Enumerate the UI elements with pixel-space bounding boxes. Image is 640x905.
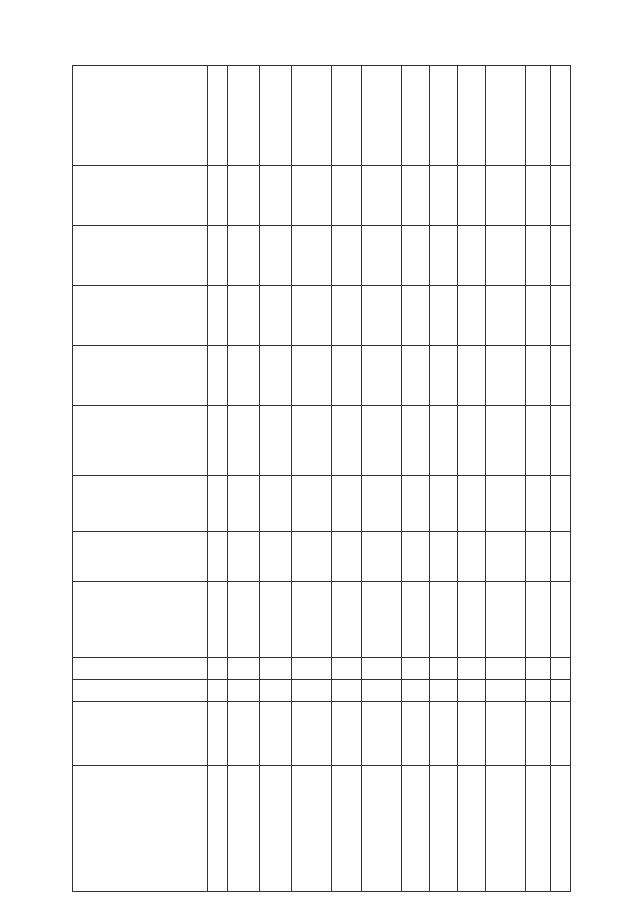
cell-c1: [228, 582, 260, 658]
cell-c3: [332, 476, 362, 532]
cell-kcsr: [402, 702, 430, 766]
cell-c3: [486, 476, 526, 532]
cell-c5: [208, 346, 228, 406]
cell-c1: [362, 582, 402, 658]
cell-c4: [73, 406, 208, 476]
cell-c2: [526, 532, 551, 582]
table-body: [73, 66, 571, 892]
cell-c6: [362, 286, 402, 346]
cell-kvr: [332, 680, 362, 702]
cell-rz: [292, 658, 332, 680]
cell-rz: [458, 658, 486, 680]
cell-c3: [402, 476, 430, 532]
cell-c1: [402, 582, 430, 658]
cell-c6: [551, 286, 571, 346]
cell-c3: [73, 476, 208, 532]
cell-c7: [526, 226, 551, 286]
cell-kcsr: [430, 702, 458, 766]
cell-c7: [260, 226, 292, 286]
cell-c4: [292, 406, 332, 476]
cell-c6: [526, 286, 551, 346]
cell-c8: [73, 166, 208, 226]
cell-name: [458, 766, 486, 892]
cell-c7: [551, 226, 571, 286]
cell-c4: [458, 406, 486, 476]
cell-c5: [402, 346, 430, 406]
cell-kvr: [362, 680, 402, 702]
table-row: [228, 66, 260, 892]
cell-c6: [228, 286, 260, 346]
table-row: [526, 66, 551, 892]
cell-c7: [362, 226, 402, 286]
cell-c5: [332, 346, 362, 406]
cell-c4: [228, 406, 260, 476]
cell-c6: [486, 286, 526, 346]
cell-c7: [228, 226, 260, 286]
cell-c8: [526, 166, 551, 226]
cell-c6: [458, 286, 486, 346]
cell-c6: [402, 286, 430, 346]
cell-c1: [260, 582, 292, 658]
cell-kvr: [486, 680, 526, 702]
cell-rz: [332, 658, 362, 680]
cell-c9: [292, 66, 332, 166]
cell-c3: [430, 476, 458, 532]
cell-name: [228, 766, 260, 892]
budget-table: [72, 65, 571, 892]
cell-c1: [430, 582, 458, 658]
cell-c7: [73, 226, 208, 286]
cell-c2: [292, 532, 332, 582]
cell-c5: [260, 346, 292, 406]
cell-c8: [292, 166, 332, 226]
cell-rz: [73, 658, 208, 680]
table-row: [73, 66, 208, 892]
cell-rz: [362, 658, 402, 680]
cell-kcsr: [208, 702, 228, 766]
cell-c8: [402, 166, 430, 226]
cell-c9: [486, 66, 526, 166]
cell-c7: [486, 226, 526, 286]
cell-name: [526, 766, 551, 892]
cell-rz: [486, 658, 526, 680]
cell-c9: [430, 66, 458, 166]
cell-c4: [551, 406, 571, 476]
cell-c2: [402, 532, 430, 582]
table-frame: [72, 66, 570, 892]
cell-c4: [430, 406, 458, 476]
table-row: [458, 66, 486, 892]
cell-c7: [430, 226, 458, 286]
table-row: [551, 66, 571, 892]
cell-c2: [73, 532, 208, 582]
cell-c3: [228, 476, 260, 532]
cell-kcsr: [551, 702, 571, 766]
cell-kvr: [402, 680, 430, 702]
cell-c9: [402, 66, 430, 166]
cell-kvr: [430, 680, 458, 702]
cell-c3: [458, 476, 486, 532]
cell-name: [362, 766, 402, 892]
cell-c4: [402, 406, 430, 476]
cell-c2: [551, 532, 571, 582]
cell-kvr: [260, 680, 292, 702]
cell-name: [73, 766, 208, 892]
cell-c1: [208, 582, 228, 658]
cell-c1: [526, 582, 551, 658]
cell-c2: [332, 532, 362, 582]
cell-c4: [362, 406, 402, 476]
cell-rz: [430, 658, 458, 680]
cell-rz: [526, 658, 551, 680]
cell-kcsr: [458, 702, 486, 766]
table-row: [208, 66, 228, 892]
cell-c9: [260, 66, 292, 166]
cell-kcsr: [228, 702, 260, 766]
cell-c9: [73, 66, 208, 166]
cell-kcsr: [362, 702, 402, 766]
cell-c8: [458, 166, 486, 226]
cell-c1: [73, 582, 208, 658]
cell-c9: [332, 66, 362, 166]
cell-c8: [362, 166, 402, 226]
cell-c1: [292, 582, 332, 658]
cell-c2: [486, 532, 526, 582]
table-row: [402, 66, 430, 892]
cell-c3: [260, 476, 292, 532]
cell-c9: [208, 66, 228, 166]
cell-kvr: [526, 680, 551, 702]
cell-c4: [208, 406, 228, 476]
cell-c6: [260, 286, 292, 346]
cell-c9: [551, 66, 571, 166]
table-row: [260, 66, 292, 892]
cell-c6: [430, 286, 458, 346]
cell-c3: [292, 476, 332, 532]
cell-name: [260, 766, 292, 892]
cell-c5: [73, 346, 208, 406]
cell-c1: [551, 582, 571, 658]
cell-c5: [458, 346, 486, 406]
cell-name: [551, 766, 571, 892]
cell-c9: [228, 66, 260, 166]
cell-c2: [228, 532, 260, 582]
cell-kcsr: [292, 702, 332, 766]
cell-c6: [73, 286, 208, 346]
cell-c6: [292, 286, 332, 346]
cell-name: [208, 766, 228, 892]
cell-kcsr: [260, 702, 292, 766]
cell-rz: [228, 658, 260, 680]
cell-c5: [526, 346, 551, 406]
cell-c3: [362, 476, 402, 532]
cell-kcsr: [332, 702, 362, 766]
cell-c7: [402, 226, 430, 286]
cell-kvr: [208, 680, 228, 702]
cell-c2: [362, 532, 402, 582]
cell-c4: [486, 406, 526, 476]
cell-c9: [362, 66, 402, 166]
cell-c5: [292, 346, 332, 406]
cell-c3: [551, 476, 571, 532]
cell-rz: [402, 658, 430, 680]
cell-c1: [332, 582, 362, 658]
cell-c4: [332, 406, 362, 476]
table-row: [486, 66, 526, 892]
cell-kcsr: [526, 702, 551, 766]
table-row: [332, 66, 362, 892]
cell-kvr: [292, 680, 332, 702]
cell-kvr: [228, 680, 260, 702]
cell-c2: [458, 532, 486, 582]
cell-c8: [486, 166, 526, 226]
cell-c5: [362, 346, 402, 406]
cell-c8: [228, 166, 260, 226]
cell-c5: [430, 346, 458, 406]
cell-rz: [551, 658, 571, 680]
cell-c5: [228, 346, 260, 406]
cell-c2: [208, 532, 228, 582]
cell-c9: [458, 66, 486, 166]
cell-c4: [260, 406, 292, 476]
cell-c8: [260, 166, 292, 226]
cell-c7: [208, 226, 228, 286]
cell-c8: [430, 166, 458, 226]
cell-kvr: [73, 680, 208, 702]
cell-c1: [458, 582, 486, 658]
cell-c8: [208, 166, 228, 226]
cell-c7: [458, 226, 486, 286]
cell-c5: [486, 346, 526, 406]
cell-rz: [208, 658, 228, 680]
cell-c8: [332, 166, 362, 226]
cell-c5: [551, 346, 571, 406]
cell-c7: [332, 226, 362, 286]
cell-name: [402, 766, 430, 892]
cell-c7: [292, 226, 332, 286]
cell-c4: [526, 406, 551, 476]
cell-kvr: [551, 680, 571, 702]
cell-rz: [260, 658, 292, 680]
cell-kcsr: [73, 702, 208, 766]
cell-c1: [486, 582, 526, 658]
cell-name: [292, 766, 332, 892]
table-row: [362, 66, 402, 892]
cell-kvr: [458, 680, 486, 702]
cell-c6: [332, 286, 362, 346]
cell-c3: [208, 476, 228, 532]
cell-c6: [208, 286, 228, 346]
cell-c2: [430, 532, 458, 582]
cell-c3: [526, 476, 551, 532]
cell-name: [486, 766, 526, 892]
cell-kcsr: [486, 702, 526, 766]
cell-c9: [526, 66, 551, 166]
cell-c2: [260, 532, 292, 582]
table-row: [292, 66, 332, 892]
cell-name: [430, 766, 458, 892]
cell-c8: [551, 166, 571, 226]
cell-name: [332, 766, 362, 892]
table-row: [430, 66, 458, 892]
